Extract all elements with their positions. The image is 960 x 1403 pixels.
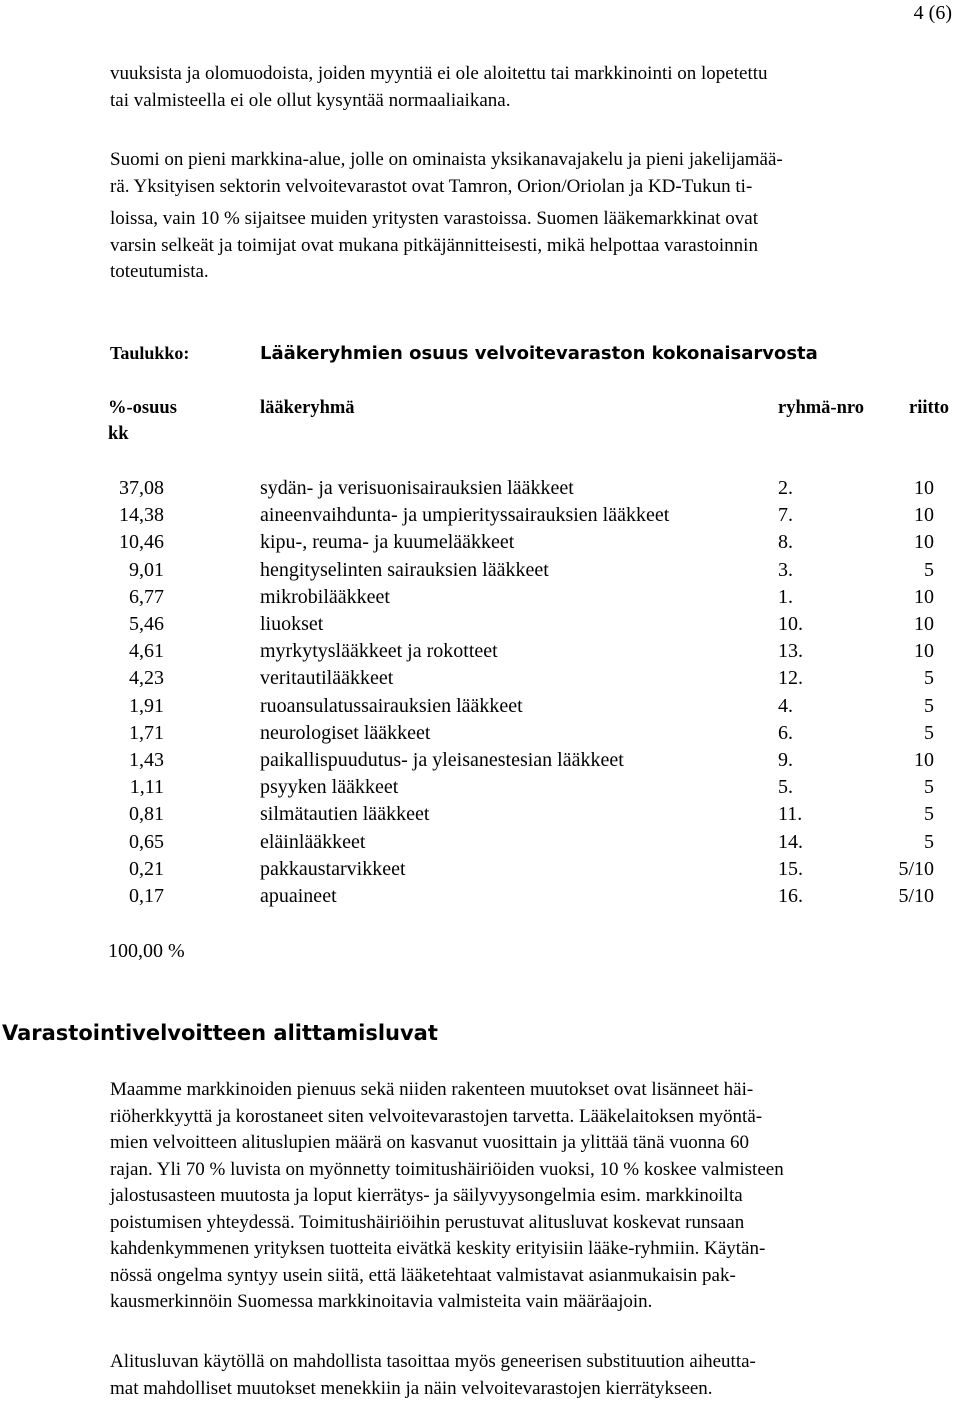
cell-risk: 5 (924, 667, 934, 690)
cell-share: 1,43 (129, 749, 164, 771)
cell-group-no: 1. (778, 585, 793, 608)
cell-risk: 5 (924, 830, 934, 853)
intro-line: vuuksista ja olomuodoista, joiden myyntiä ei ole aloitettu tai markkinointi on lopetettu (110, 63, 768, 84)
cell-share: 0,17 (129, 885, 164, 907)
cell-share: 6,77 (129, 585, 164, 608)
cell-group-no: 12. (778, 667, 803, 690)
cell-group-no: 14. (778, 830, 803, 853)
section-paragraph-line: rajan. Yli 70 % luvista on myönnetty toimitushäiriöiden vuoksi, 10 % koskee valmisteen (110, 1158, 784, 1180)
header-share-unit: kk (108, 424, 129, 444)
cell-group-no: 16. (778, 885, 803, 907)
cell-share: 0,21 (129, 857, 164, 880)
cell-group: silmätautien lääkkeet (260, 803, 430, 826)
cell-group-no: 8. (778, 531, 793, 554)
header-group-no: ryhmä-nro (778, 398, 864, 418)
cell-share: 10,46 (119, 531, 164, 554)
cell-share: 5,46 (129, 613, 164, 635)
cell-share: 4,61 (129, 640, 164, 663)
cell-risk: 10 (914, 504, 934, 527)
cell-group: ruoansulatussairauksien lääkkeet (260, 694, 523, 717)
cell-share: 37,08 (119, 477, 164, 499)
header-risk: riitto (909, 398, 950, 418)
cell-share: 1,11 (129, 776, 164, 799)
cell-group-no: 7. (778, 504, 793, 527)
cell-group: myrkytyslääkkeet ja rokotteet (260, 640, 498, 663)
section-paragraph-line: poistumisen yhteydessä. Toimitushäiriöihin perustuvat alitusluvat koskevat runsaan (110, 1211, 745, 1233)
header-share: %-osuus (108, 398, 177, 418)
intro-line: loissa, vain 10 % sijaitsee muiden yritysten varastoissa. Suomen lääkemarkkinat ovat (110, 208, 758, 229)
cell-risk: 5/10 (898, 857, 934, 880)
cell-risk: 5 (924, 776, 934, 799)
table-caption-text: Lääkeryhmien osuus velvoitevaraston kokonaisarvosta (260, 343, 818, 364)
cell-risk: 10 (914, 585, 934, 608)
cell-group: veritautilääkkeet (260, 667, 394, 690)
cell-group-no: 9. (778, 749, 793, 771)
cell-group-no: 3. (778, 558, 793, 581)
section-paragraph-line: jalostusasteen muutosta ja loput kierrätys- ja säilyvyysongelmia esim. markkinoilta (110, 1185, 743, 1206)
cell-risk: 5 (924, 721, 934, 744)
cell-group-no: 15. (778, 857, 803, 880)
table-caption-label: Taulukko: (110, 343, 190, 363)
section-paragraph-line: mien velvoitteen alituslupien määrä on kasvanut vuosittain ja ylittää tänä vuonna 60 (110, 1132, 749, 1153)
header-group: lääkeryhmä (260, 398, 355, 418)
cell-group: hengityselinten sairauksien lääkkeet (260, 558, 549, 581)
intro-line: Suomi on pieni markkina-alue, jolle on ominaista yksikanavajakelu ja pieni jakelijamää- (110, 149, 783, 170)
section-paragraph-line: kahdenkymmenen yrityksen tuotteita eivätkä keskity erityisiin lääke-ryhmiin. Käytän- (110, 1238, 766, 1259)
cell-group-no: 11. (778, 803, 803, 826)
cell-risk: 10 (914, 477, 934, 499)
cell-group: neurologiset lääkkeet (260, 721, 431, 744)
cell-group: apuaineet (260, 885, 337, 907)
cell-group-no: 6. (778, 721, 793, 744)
cell-group: mikrobilääkkeet (260, 585, 390, 608)
intro-line: tai valmisteella ei ole ollut kysyntää normaaliaikana. (110, 90, 511, 111)
section-paragraph-line: mat mahdolliset muutokset menekkiin ja näin velvoitevarastojen kierrätykseen. (110, 1377, 713, 1399)
cell-group-no: 4. (778, 694, 793, 717)
page-number: 4 (6) (913, 2, 952, 24)
cell-share: 1,71 (129, 721, 164, 744)
cell-group: sydän- ja verisuonisairauksien lääkkeet (260, 477, 574, 499)
cell-share: 1,91 (129, 694, 164, 717)
cell-group-no: 10. (778, 613, 803, 635)
cell-group: kipu-, reuma- ja kuumelääkkeet (260, 531, 515, 554)
cell-group-no: 5. (778, 776, 793, 799)
cell-group: eläinlääkkeet (260, 830, 366, 853)
cell-group: psyyken lääkkeet (260, 776, 399, 799)
cell-risk: 5 (924, 803, 934, 826)
cell-share: 4,23 (129, 667, 164, 690)
cell-group-no: 13. (778, 640, 803, 663)
cell-risk: 10 (914, 531, 934, 554)
intro-line: varsin selkeät ja toimijat ovat mukana pitkäjännitteisesti, mikä helpottaa varastoinnin (110, 235, 758, 256)
cell-group: paikallispuudutus- ja yleisanestesian lääkkeet (260, 749, 624, 771)
cell-group-no: 2. (778, 477, 793, 499)
cell-share: 9,01 (129, 558, 164, 581)
cell-group: pakkaustarvikkeet (260, 857, 406, 880)
section-paragraph-line: riöherkkyyttä ja korostaneet siten velvoitevarastojen tarvetta. Lääkelaitoksen myöntä- (110, 1105, 763, 1127)
intro-line: rä. Yksityisen sektorin velvoitevarastot ovat Tamron, Orion/Oriolan ja KD-Tukun ti- (110, 176, 753, 197)
cell-share: 0,65 (129, 830, 164, 853)
cell-risk: 5 (924, 694, 934, 717)
cell-group: aineenvaihdunta- ja umpierityssairauksien lääkkeet (260, 504, 670, 527)
cell-share: 14,38 (119, 504, 164, 527)
section-paragraph-line: Maamme markkinoiden pienuus sekä niiden rakenteen muutokset ovat lisänneet häi- (110, 1079, 754, 1100)
intro-line: toteutumista. (110, 261, 209, 282)
cell-group: liuokset (260, 613, 324, 635)
section-paragraph-line: kausmerkinnöin Suomessa markkinoitavia valmisteita vain määräajoin. (110, 1291, 653, 1312)
cell-risk: 10 (914, 749, 934, 771)
cell-risk: 10 (914, 640, 934, 663)
cell-risk: 5 (924, 558, 934, 581)
section-heading: Varastointivelvoitteen alittamisluvat (2, 1021, 438, 1045)
section-paragraph-line: Alitusluvan käytöllä on mahdollista tasoittaa myös geneerisen substituution aiheutta- (110, 1351, 756, 1372)
cell-share: 0,81 (129, 803, 164, 826)
cell-risk: 10 (914, 613, 934, 635)
cell-risk: 5/10 (898, 885, 934, 907)
table-total: 100,00 % (108, 940, 185, 962)
section-paragraph-line: nössä ongelma syntyy usein siitä, että lääketehtaat valmistavat asianmukaisin pak- (110, 1264, 736, 1286)
